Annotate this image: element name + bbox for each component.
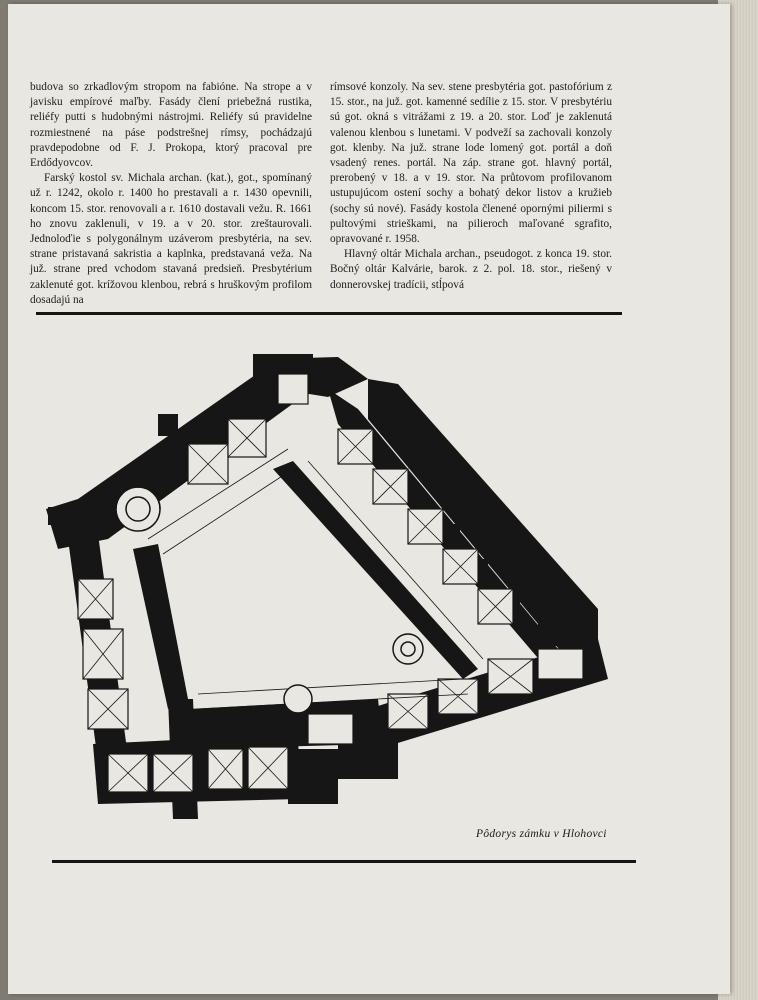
paragraph-church-continued: rímsové konzoly. Na sev. stene presbytéria got. pastofórium z 15. stor., na juž. got. kamenné sedílie z 15. stor. V presbytériu sú got. okná s vitrážami z 19. a 20. stor. Loď je zaklenutá valenou klenbou s lunetami. V podveží sa zachovali konzoly got. klenby. Na juž. strane lode lomený got. portál a doň vsadený renes. portál. Na záp. strane got. hlavný portál, prerobený v 18. a v 19. stor. Na průtovom profilovanom ustupujúcom ostení sochy a bohatý dekor listov a kružieb (sochy sú nové). Fasády kostola členené opornými piliermi s pultovými strieškami, na pilieroch maľované sgrafito, opravované r. 1958. — [330, 81, 612, 246]
paragraph-church: Farský kostol sv. Michala archan. (kat.), got., spomínaný už r. 1242, okolo r. 1400 ho prestavali a r. 1430 opevnili, koncom 15. stor. renovovali a r. 1610 dostavali vežu. R. 1661 ho znovu zaklenuli, v 19. a v 20. stor. zreštaurovali. Jednoloďie s polygonálnym uzáverom presbytéria, na sev. strane pristavaná sakristia a kaplnka, predstavaná veža. Na juž. strane pred vchodom stavaná predsieň. Presbytérium zaklenuté got. krížovou klenbou, rebrá s hruškovým profilom dosadajú na — [30, 172, 312, 306]
divider-top — [36, 312, 622, 315]
floor-plan-caption: Pôdorys zámku v Hlohovci — [476, 828, 607, 840]
text-column-left — [30, 80, 312, 308]
divider-bottom — [52, 860, 636, 863]
paragraph-theatre: budova so zrkadlovým stropom na fabióne. Na strope a v javisku empírové maľby. Fasády člení priebežná rustika, reliéfy putti s hudobnými nástrojmi. Reliéfy sú pravidelne rozmiestnené na páse podstrešnej rímsy, pochádzajú pravdepodobne od F. J. Prokopa, ktorý pracoval pre Erdődyovcov. — [30, 81, 312, 170]
paragraph-altars: Hlavný oltár Michala archan., pseudogot. z konca 19. stor. Bočný oltár Kalvárie, barok. z 2. pol. 18. stor., riešený v donnerovskej tradícii, stĺpová — [330, 248, 612, 291]
castle-floor-plan — [38, 349, 618, 819]
text-column-right — [330, 80, 612, 293]
book-page — [8, 4, 730, 994]
